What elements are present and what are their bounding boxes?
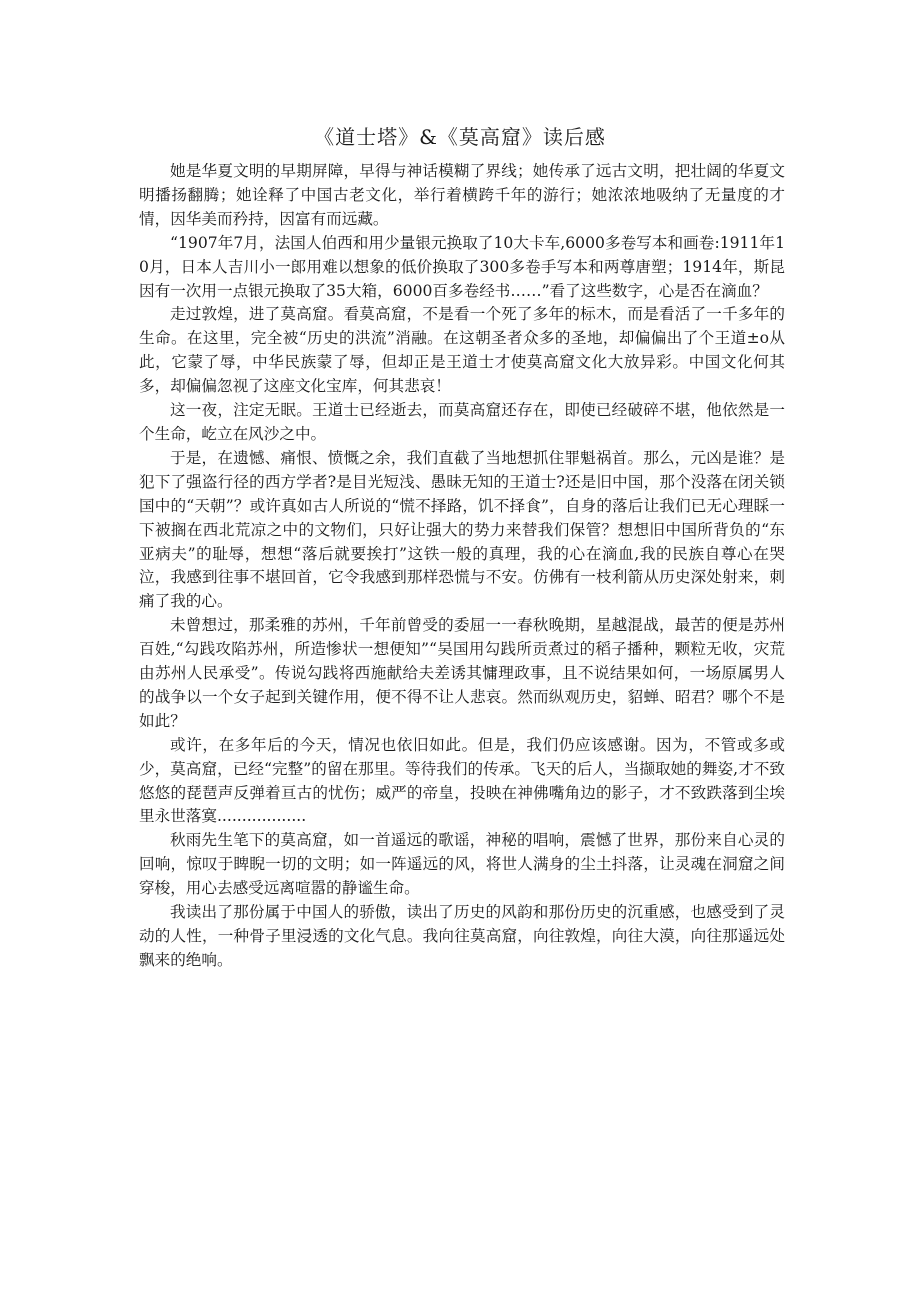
paragraph-9: 我读出了那份属于中国人的骄傲，读出了历史的风韵和那份历史的沉重感，也感受到了灵动的人性，一种骨子里浸透的文化气息。我向往莫高窟，向往敦煌，向往大漠，向往那遥远处飘来的绝响。 (139, 903, 785, 969)
document-title: 《道士塔》&《莫高窟》读后感 (314, 125, 606, 149)
paragraph-3: 走过敦煌，进了莫高窟。看莫高窟，不是看一个死了多年的标木，而是看活了一千多年的生命。在这里，完全被“历史的洪流”消融。在这朝圣者众多的圣地，却偏偏出了个王道±o从此，它蒙了辱，中华民族蒙了辱，但却正是王道士才使莫高窟文化大放异彩。中国文化何其多，却偏偏忽视了这座文化宝库，何其悲哀！ (139, 305, 785, 396)
paragraph-7: 或许，在多年后的今天，情况也依旧如此。但是，我们仍应该感谢。因为，不管或多或少，莫高窟，已经“完整”的留在那里。等待我们的传承。飞天的后人，当撷取她的舞姿,才不致悠悠的琵琶声反弹着亘古的忧伤；威严的帝皇，投映在神佛嘴角边的影子，才不致跌落到尘埃里永世落寞.................. (139, 735, 785, 826)
paragraph-6: 未曾想过，那柔雅的苏州，千年前曾受的委屈一一春秋晚期，星越混战，最苦的便是苏州百姓,“勾践攻陷苏州，所造惨状一想便知”“吴国用勾践所贡煮过的稻子播种，颗粒无收，灾荒由苏州人民承受”。传说勾践将西施献给夫差诱其慵理政事，且不说结果如何，一场原属男人的战争以一个女子起到关键作用，便不得不让人悲哀。然而纵观历史，貂蝉、昭君？哪个不是如此？ (139, 616, 785, 730)
document-body (139, 160, 785, 973)
paragraph-1: 她是华夏文明的早期屏障，早得与神话模糊了界线；她传承了远古文明，把壮阔的华夏文明播扬翻腾；她诠释了中国古老文化，举行着横跨千年的游行；她浓浓地吸纳了无量度的才情，因华美而矜持，因富有而远藏。 (139, 162, 785, 228)
paragraph-4: 这一夜，注定无眠。王道士已经逝去，而莫高窟还存在，即使已经破碎不堪，他依然是一个生命，屹立在风沙之中。 (139, 401, 785, 443)
paragraph-5: 于是，在遗憾、痛恨、愤慨之余，我们直截了当地想抓住罪魁祸首。那么，元凶是谁？是犯下了强盗行径的西方学者?是目光短浅、愚昧无知的王道士?还是旧中国，那个没落在闭关锁国中的“天朝”？或许真如古人所说的“慌不择路，饥不择食”，自身的落后让我们已无心理睬一下被搁在西北荒凉之中的文物们，只好让强大的势力来替我们保管？想想旧中国所背负的“东亚病夫”的耻辱，想想“落后就要挨打”这铁一般的真理，我的心在滴血,我的民族自尊心在哭泣，我感到往事不堪回首，它令我感到那样恐慌与不安。仿佛有一枝利箭从历史深处射来，刺痛了我的心。 (139, 448, 785, 611)
paragraph-8: 秋雨先生笔下的莫高窟，如一首遥远的歌谣，神秘的唱响，震憾了世界，那份来自心灵的回响，惊叹于睥睨一切的文明；如一阵遥远的风，将世人满身的尘土抖落，让灵魂在洞窟之间穿梭，用心去感受远离喧嚣的静谧生命。 (139, 831, 785, 898)
paragraph-2: “1907年7月，法国人伯西和用少量银元换取了10大卡车,6000多卷写本和画卷:1911年10月，日本人吉川小一郎用难以想象的低价换取了300多卷手写本和两尊唐塑；1914年，斯昆因有一次用一点银元换取了35大箱，6000百多卷经书……”看了这些数字，心是否在滴血？ (139, 233, 785, 300)
